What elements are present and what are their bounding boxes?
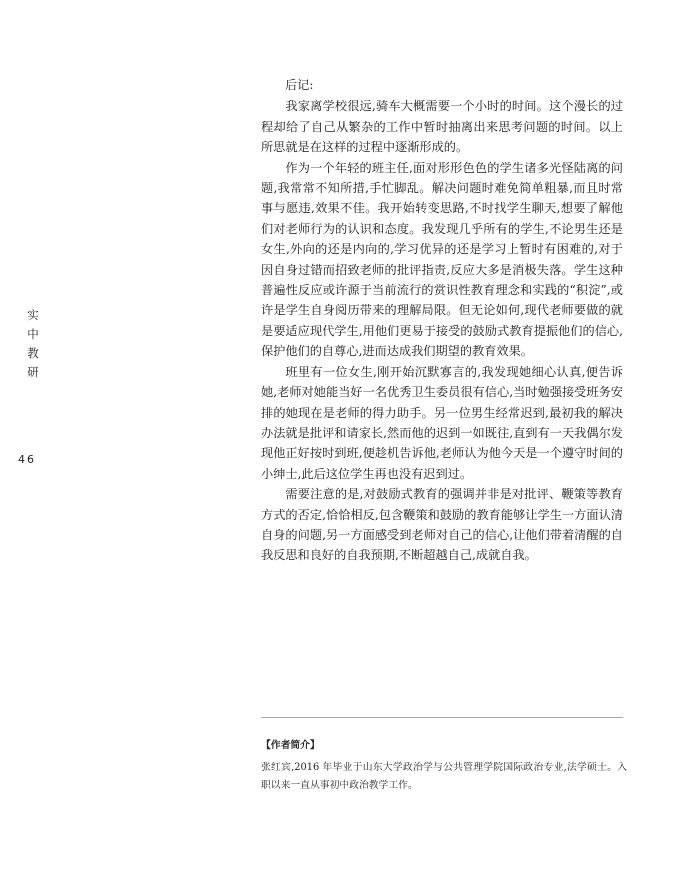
journal-name-char: 教 [27, 346, 39, 360]
paragraph: 作为一个年轻的班主任,面对形形色色的学生诸多光怪陆离的问题,我常常不知所措,手忙脚乱。解决问题时难免简单粗暴,而且时常事与愿违,效果不佳。我开始转变思路,不时找学生聊天,想要了解他们对老师行为的认识和态度。我发现几乎所有的学生,不论男生还是女生,外向的还是内向的,学习优异的还是学习上暂时有困难的,对于因自身过错而招致老师的批评指责,反应大多是消极失落。学生这种普遍性反应或许源于当前流行的赏识性教育理念和实践的“积淀”,或许是学生自身阅历带来的理解局限。但无论如何,现代老师要做的就是要适应现代学生,用他们更易于接受的鼓励式教育提振他们的信心,保护他们的自尊心,进而达成我们期望的教育效果。 [261, 160, 623, 359]
journal-name-char: 实 [27, 308, 39, 322]
journal-name-char: 中 [27, 327, 39, 341]
journal-name-vertical [26, 306, 40, 382]
author-bio-heading: 【作者简介】 [261, 740, 320, 751]
author-bio [261, 737, 627, 796]
paragraph: 我家离学校很远,骑车大概需要一个小时的时间。这个漫长的过程却给了自己从繁杂的工作中暂时抽离出来思考问题的时间。以上所思就是在这样的过程中逐渐形成的。 [261, 99, 623, 155]
page-number: 46 [18, 453, 36, 466]
divider [261, 717, 623, 718]
section-heading: 后记: [285, 78, 314, 92]
paragraph: 需要注意的是,对鼓励式教育的强调并非是对批评、鞭策等教育方式的否定,恰恰相反,包含鞭策和鼓励的教育能够让学生一方面认清自身的问题,另一方面感受到老师对自己的信心,让他们带着清醒的自我反思和良好的自我预期,不断超越自己,成就自我。 [261, 487, 623, 563]
article-body [261, 75, 623, 566]
paragraph: 班里有一位女生,刚开始沉默寡言的,我发现她细心认真,便告诉她,老师对她能当好一名优秀卫生委员很有信心,当时勉强接受班务安排的她现在是老师的得力助手。另一位男生经常迟到,最初我的解决办法就是批评和请家长,然而他的迟到一如既往,直到有一天我偶尔发现他正好按时到班,便趁机告诉他,老师认为他今天是一个遵守时间的小绅士,此后这位学生再也没有迟到过。 [261, 364, 623, 481]
journal-name-char: 研 [27, 365, 39, 379]
author-bio-text: 张红宾,2016 年毕业于山东大学政治学与公共管理学院国际政治专业,法学硕士。入职以来一直从事初中政治教学工作。 [261, 761, 627, 791]
